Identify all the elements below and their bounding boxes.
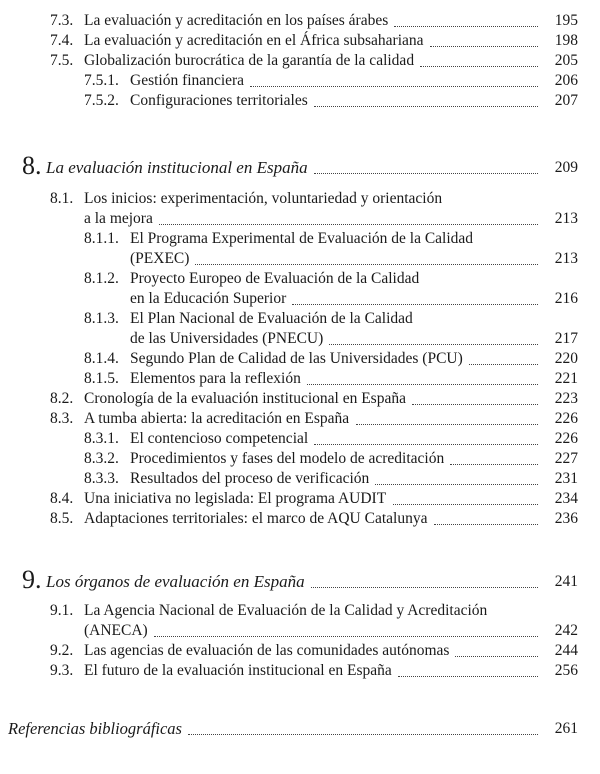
dot-leader bbox=[394, 10, 538, 27]
toc-entry bbox=[0, 348, 600, 370]
dot-leader bbox=[469, 348, 538, 365]
entry-title: La evaluación y acreditación en el África subsahariana bbox=[84, 32, 424, 49]
dot-leader bbox=[412, 388, 538, 405]
entry-page-number: 206 bbox=[554, 72, 578, 89]
entry-page-number: 195 bbox=[554, 12, 578, 29]
entry-page-number: 236 bbox=[554, 510, 578, 527]
entry-number: 8.4. bbox=[50, 490, 74, 507]
dot-leader bbox=[250, 70, 538, 87]
entry-number: 9.1. bbox=[50, 602, 74, 619]
dot-leader bbox=[154, 620, 538, 637]
entry-title: Gestión financiera bbox=[130, 72, 245, 89]
entry-page-number: 226 bbox=[554, 410, 578, 427]
entry-number: 8.2. bbox=[50, 390, 74, 407]
entry-title: Configuraciones territoriales bbox=[130, 92, 308, 109]
entry-number: 8.1.1. bbox=[84, 230, 119, 247]
dot-leader bbox=[329, 328, 538, 345]
entry-title: La Agencia Nacional de Evaluación de la Calidad y Acreditación bbox=[84, 602, 488, 619]
toc-entry bbox=[0, 428, 600, 450]
toc-entry bbox=[0, 50, 600, 72]
entry-page-number: 213 bbox=[554, 250, 578, 267]
entry-number: 8.3. bbox=[50, 410, 74, 427]
toc-entry bbox=[0, 288, 600, 310]
entry-page-number: 242 bbox=[554, 622, 578, 639]
entry-page-number: 227 bbox=[554, 450, 578, 467]
entry-title-continued: (ANECA) bbox=[84, 622, 148, 639]
entry-number: 8. bbox=[22, 151, 42, 180]
dot-leader bbox=[314, 428, 538, 445]
dot-leader bbox=[188, 718, 538, 735]
entry-page-number: 217 bbox=[554, 330, 578, 347]
toc-entry bbox=[0, 188, 600, 210]
toc-entry bbox=[0, 508, 600, 530]
entry-title: La evaluación institucional en España bbox=[46, 158, 308, 177]
dot-leader bbox=[455, 640, 538, 657]
entry-title: Resultados del proceso de verificación bbox=[130, 470, 370, 487]
entry-number: 8.1.4. bbox=[84, 350, 119, 367]
entry-number: 7.4. bbox=[50, 32, 74, 49]
entry-title: Cronología de la evaluación institucional en España bbox=[84, 390, 406, 407]
entry-page-number: 231 bbox=[554, 470, 578, 487]
entry-number: 7.5.2. bbox=[84, 92, 119, 109]
dot-leader bbox=[314, 90, 538, 107]
entry-page-number: 256 bbox=[554, 662, 578, 679]
dot-leader bbox=[398, 660, 538, 677]
entry-title: El contencioso competencial bbox=[130, 430, 309, 447]
entry-number: 7.5. bbox=[50, 52, 74, 69]
entry-title: Los órganos de evaluación en España bbox=[46, 572, 305, 591]
entry-title: Las agencias de evaluación de las comunidades autónomas bbox=[84, 642, 450, 659]
entry-title-continued: a la mejora bbox=[84, 210, 153, 227]
dot-leader bbox=[307, 368, 538, 385]
entry-page-number: 223 bbox=[554, 390, 578, 407]
dot-leader bbox=[420, 50, 538, 67]
entry-page-number: 205 bbox=[554, 52, 578, 69]
entry-number: 8.5. bbox=[50, 510, 74, 527]
entry-page-number: 234 bbox=[554, 490, 578, 507]
entry-page-number: 221 bbox=[554, 370, 578, 387]
entry-page-number: 216 bbox=[554, 290, 578, 307]
entry-page-number: 198 bbox=[554, 32, 578, 49]
toc-entry bbox=[0, 268, 600, 290]
entry-title: Globalización burocrática de la garantía de la calidad bbox=[84, 52, 415, 69]
entry-title: Los inicios: experimentación, voluntariedad y orientación bbox=[84, 190, 443, 207]
entry-title: El futuro de la evaluación institucional en España bbox=[84, 662, 392, 679]
entry-title: El Plan Nacional de Evaluación de la Calidad bbox=[130, 310, 413, 327]
entry-page-number: 244 bbox=[554, 642, 578, 659]
entry-page-number: 213 bbox=[554, 210, 578, 227]
entry-title-continued: de las Universidades (PNECU) bbox=[130, 330, 324, 347]
toc-entry bbox=[0, 208, 600, 230]
toc-entry bbox=[0, 151, 600, 180]
entry-title: El Programa Experimental de Evaluación de la Calidad bbox=[130, 230, 474, 247]
dot-leader bbox=[430, 30, 538, 47]
toc-entry bbox=[0, 488, 600, 510]
entry-page-number: 207 bbox=[554, 92, 578, 109]
toc-entry bbox=[0, 70, 600, 92]
dot-leader bbox=[311, 571, 538, 588]
entry-page-number: 220 bbox=[554, 350, 578, 367]
entry-number: 8.1. bbox=[50, 190, 74, 207]
toc-entry bbox=[0, 368, 600, 390]
entry-title: Procedimientos y fases del modelo de acreditación bbox=[130, 450, 445, 467]
entry-number: 9. bbox=[22, 565, 42, 594]
toc-entry bbox=[0, 90, 600, 112]
entry-title-continued: (PEXEC) bbox=[130, 250, 190, 267]
entry-title: Elementos para la reflexión bbox=[130, 370, 301, 387]
entry-number: 8.3.3. bbox=[84, 470, 119, 487]
dot-leader bbox=[159, 208, 538, 225]
toc-entry bbox=[0, 468, 600, 490]
entry-title-continued: en la Educación Superior bbox=[130, 290, 287, 307]
dot-leader bbox=[314, 157, 538, 174]
entry-title: Proyecto Europeo de Evaluación de la Calidad bbox=[130, 270, 420, 287]
dot-leader bbox=[450, 448, 538, 465]
entry-number: 8.1.2. bbox=[84, 270, 119, 287]
entry-number: 7.3. bbox=[50, 12, 74, 29]
toc-entry bbox=[0, 640, 600, 662]
dot-leader bbox=[375, 468, 538, 485]
toc-entry bbox=[0, 248, 600, 270]
toc-entry bbox=[0, 308, 600, 330]
dot-leader bbox=[434, 508, 538, 525]
dot-leader bbox=[195, 248, 538, 265]
entry-number: 8.1.5. bbox=[84, 370, 119, 387]
entry-title: Una iniciativa no legislada: El programa AUDIT bbox=[84, 490, 387, 507]
toc-entry bbox=[0, 565, 600, 594]
dot-leader bbox=[292, 288, 538, 305]
entry-page-number: 226 bbox=[554, 430, 578, 447]
entry-number: 9.2. bbox=[50, 642, 74, 659]
entry-page-number: 209 bbox=[554, 159, 578, 176]
entry-number: 8.3.1. bbox=[84, 430, 119, 447]
entry-number: 9.3. bbox=[50, 662, 74, 679]
entry-number: 7.5.1. bbox=[84, 72, 119, 89]
toc-entry bbox=[0, 30, 600, 52]
dot-leader bbox=[356, 408, 538, 425]
entry-page-number: 261 bbox=[554, 720, 578, 737]
toc-entry bbox=[0, 328, 600, 350]
toc-entry bbox=[0, 718, 600, 740]
toc-entry bbox=[0, 228, 600, 250]
entry-title: A tumba abierta: la acreditación en España bbox=[84, 410, 350, 427]
toc-entry bbox=[0, 10, 600, 32]
entry-title: Adaptaciones territoriales: el marco de AQU Catalunya bbox=[84, 510, 428, 527]
toc-entry bbox=[0, 620, 600, 642]
entry-title: Referencias bibliográficas bbox=[8, 719, 182, 738]
entry-page-number: 241 bbox=[554, 573, 578, 590]
entry-number: 8.3.2. bbox=[84, 450, 119, 467]
entry-number: 8.1.3. bbox=[84, 310, 119, 327]
entry-title: La evaluación y acreditación en los países árabes bbox=[84, 12, 389, 29]
toc-entry bbox=[0, 408, 600, 430]
toc-entry bbox=[0, 660, 600, 682]
toc-entry bbox=[0, 388, 600, 410]
toc-entry bbox=[0, 448, 600, 470]
toc-entry bbox=[0, 600, 600, 622]
dot-leader bbox=[393, 488, 538, 505]
entry-title: Segundo Plan de Calidad de las Universidades (PCU) bbox=[130, 350, 463, 367]
